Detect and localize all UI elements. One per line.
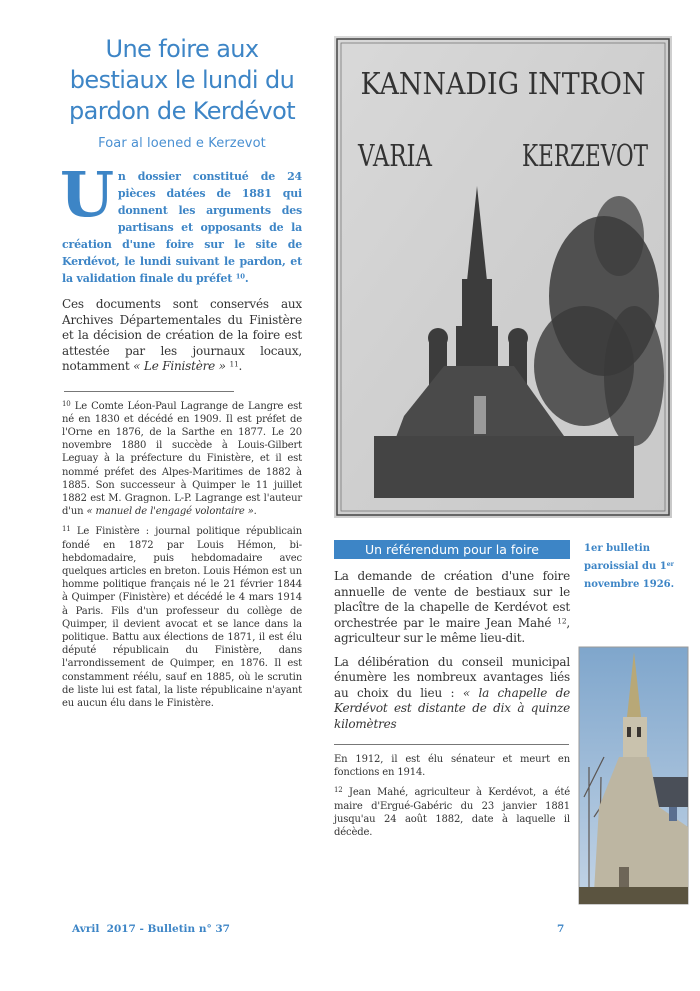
newspaper-quote: « Le Finistère » xyxy=(133,359,226,373)
postcard-image xyxy=(334,36,672,518)
paragraph-text: La délibération du conseil municipal énumère les nombreux avantages liés au choix du lieu : xyxy=(334,654,570,700)
footnote-12 xyxy=(334,786,570,839)
paragraph-end: , agriculteur sur le même lieu-dit. xyxy=(334,615,570,645)
postcard-illustration xyxy=(334,36,672,518)
article-title: Une foire aux bestiaux le lundi du pardon de Kerdévot xyxy=(68,35,296,125)
paragraph-end: . xyxy=(238,359,243,373)
left-column xyxy=(62,34,302,710)
paragraph-text: La demande de création d'une foire annuelle de vente de bestiaux sur le placître de la chapelle de Kerdévot est orchestrée par le maire Jean Mahé xyxy=(334,569,570,630)
right-column-top xyxy=(334,36,648,518)
footnote-number: 12 xyxy=(334,786,343,795)
caption-sup: er xyxy=(666,560,674,568)
footnote-text: Jean Mahé, agriculteur à Kerdévot, a été maire d'Ergué-Gabéric du 23 janvier 1881 jusqu'au 24 août 1882, date à laquelle il décède. xyxy=(334,787,570,839)
postcard-varia: VARIA xyxy=(357,139,433,174)
chapel-photo xyxy=(579,647,688,904)
footnote-ref-11[interactable]: 11 xyxy=(229,359,239,369)
body-paragraph-1 xyxy=(62,297,302,375)
paragraph-text: Ces documents sont conservés aux Archives Départementales du Finistère et la décision de création de la foire est attestée par les journaux locaux, notamment xyxy=(62,297,302,373)
postcard-line-1: KANNADIG INTRON xyxy=(360,67,646,102)
footnote-ref-12[interactable]: 12 xyxy=(557,615,567,625)
footer-issue: Avril 2017 - Bulletin n° 37 xyxy=(72,923,230,935)
footnote-quote: « manuel de l'engagé volontaire » xyxy=(86,506,254,518)
section-heading: Un référendum pour la foire xyxy=(334,540,570,559)
footnote-text: Le Finistère : journal politique républicain fondé en 1872 par Louis Hémon, bi-hebdomadaire, puis hebdomadaire avec quelques articles en breton. Louis Hémon est un homme politique français né le 21 février 1844 à Quimper (Finistère) et décédé le 4 mars 1914 à Paris. Fils d'un professeur du collège de Quimper, il devient avocat et se lance dans la politique. Battu aux élections de 1871, il est élu député républicain du Finistère, dans l'arrondissement de Quimper, en 1876. Il est constamment réélu, sauf en 1885, où le scrutin de liste lui est fatal, la liste républicaine n'ayant eu aucun élu dans le Finistère. xyxy=(62,526,302,709)
council-quote: « la chapelle de Kerdévot est distante de dix à quinze kilomètres xyxy=(334,685,570,731)
footnote-separator xyxy=(64,391,234,392)
footnote-end: . xyxy=(253,506,257,518)
postcard-caption xyxy=(584,540,694,594)
footnote-ref-10[interactable]: 10 xyxy=(235,272,245,281)
caption-text: 1er bulletin paroissial du 1 xyxy=(584,543,667,572)
chapel-photo-illustration xyxy=(579,647,688,904)
body-paragraph-2 xyxy=(334,569,570,647)
drop-cap: U xyxy=(60,158,114,231)
lead-end: . xyxy=(244,272,249,285)
footnote-11 xyxy=(62,525,302,710)
body-paragraph-3 xyxy=(334,655,570,733)
page-number: 7 xyxy=(557,923,565,935)
lead-text: n dossier constitué de 24 pièces datées de 1881 qui donnent les arguments des partisans et opposants de la création d'une foire sur le site de Kerdévot, le lundi suivant le pardon, et la validation finale du préfet xyxy=(62,170,302,285)
caption-end: novembre 1926. xyxy=(584,579,675,590)
footnote-number: 10 xyxy=(62,399,71,408)
postcard-kerzevot: KERZEVOT xyxy=(522,139,648,174)
article-subtitle: Foar al loened e Kerzevot xyxy=(98,136,266,151)
right-column-bottom xyxy=(334,540,570,839)
lead-paragraph xyxy=(60,158,302,287)
footnote-10 xyxy=(62,400,302,519)
footnote-11-continued: En 1912, il est élu sénateur et meurt en fonctions en 1914. xyxy=(334,754,570,779)
footnote-separator-right xyxy=(334,744,569,745)
footnote-text: Le Comte Léon-Paul Lagrange de Langre est né en 1830 et décédé en 1909. Il est préfet de l'Orne en 1876, de la Sarthe en 1877. Le 20 novembre 1880 il succède à Louis-Gilbert Leguay à la préfecture du Finistère, et il est nommé préfet des Alpes-Maritimes de 1882 à 1885. Son successeur à Quimper le 11 juillet 1882 est M. Gragnon. L-P. Lagrange est l'auteur d'un xyxy=(62,400,303,518)
footnote-number: 11 xyxy=(62,525,71,534)
